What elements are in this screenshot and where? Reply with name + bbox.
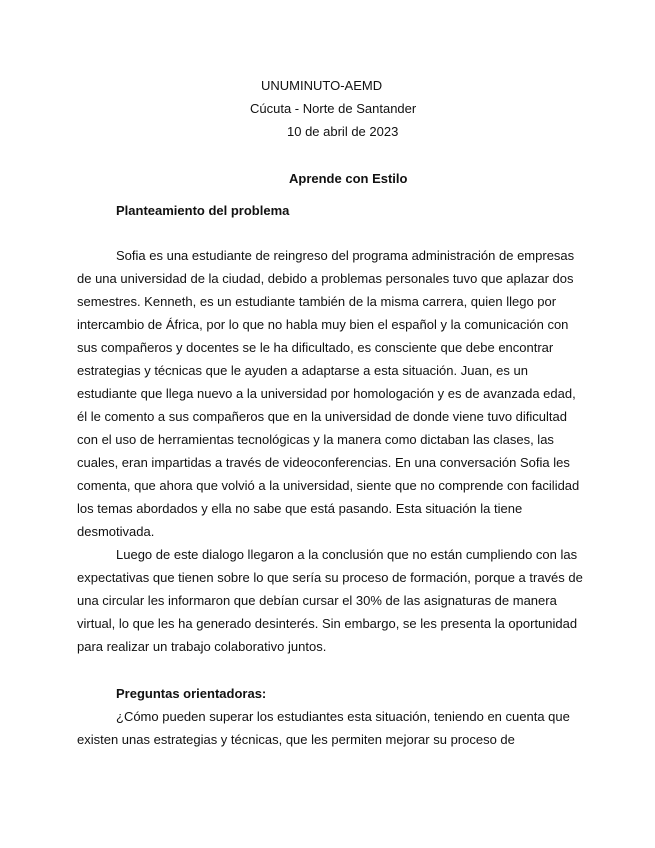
paragraph-line: de una universidad de la ciudad, debido a problemas personales tuvo que aplazar dos bbox=[77, 271, 574, 286]
paragraph-line: cuales, eran impartidas a través de videoconferencias. En una conversación Sofia les bbox=[77, 455, 570, 470]
paragraph-line: estudiante que llega nuevo a la universidad por homologación y es de avanzada edad, bbox=[77, 386, 576, 401]
paragraph-line: los temas abordados y ella no sabe que está pasando. Esta situación la tiene bbox=[77, 501, 523, 516]
section-heading-questions: Preguntas orientadoras: bbox=[116, 686, 267, 701]
paragraph-line: sus compañeros y docentes se le ha dificultado, es consciente que debe encontrar bbox=[77, 340, 554, 355]
paragraph-line: expectativas que tienen sobre lo que sería su proceso de formación, porque a través de bbox=[77, 570, 583, 585]
paragraph-line: semestres. Kenneth, es un estudiante también de la misma carrera, quien llego por bbox=[77, 294, 557, 309]
paragraph-line: con el uso de herramientas tecnológicas y la manera como dictaban las clases, las bbox=[77, 432, 554, 447]
date-line: 10 de abril de 2023 bbox=[287, 124, 399, 139]
paragraph-line: para realizar un trabajo colaborativo juntos. bbox=[77, 639, 327, 654]
paragraph-line: existen unas estrategias y técnicas, que les permiten mejorar su proceso de bbox=[77, 732, 515, 747]
paragraph-line: Sofia es una estudiante de reingreso del programa administración de empresas bbox=[116, 248, 575, 263]
document-title: Aprende con Estilo bbox=[289, 171, 408, 186]
paragraph-line: intercambio de África, por lo que no habla muy bien el español y la comunicación con bbox=[77, 317, 569, 332]
paragraph-line: estrategias y técnicas que le ayuden a adaptarse a esta situación. Juan, es un bbox=[77, 363, 528, 378]
paragraph-line: él le comento a sus compañeros que en la universidad de donde viene tuvo dificultad bbox=[77, 409, 567, 424]
location-line: Cúcuta - Norte de Santander bbox=[250, 101, 417, 116]
paragraph-line: virtual, lo que les ha generado desinterés. Sin embargo, se les presenta la oportunidad bbox=[77, 616, 578, 631]
institution-name: UNUMINUTO-AEMD bbox=[261, 78, 383, 93]
paragraph-line: ¿Cómo pueden superar los estudiantes esta situación, teniendo en cuenta que bbox=[116, 709, 570, 724]
paragraph-line: una circular les informaron que debían cursar el 30% de las asignaturas de manera bbox=[77, 593, 557, 608]
section-heading-problem: Planteamiento del problema bbox=[116, 203, 290, 218]
paragraph-line: Luego de este dialogo llegaron a la conclusión que no están cumpliendo con las bbox=[116, 547, 578, 562]
paragraph-line: desmotivada. bbox=[77, 524, 155, 539]
paragraph-line: comenta, que ahora que volvió a la universidad, siente que no comprende con facilidad bbox=[77, 478, 580, 493]
